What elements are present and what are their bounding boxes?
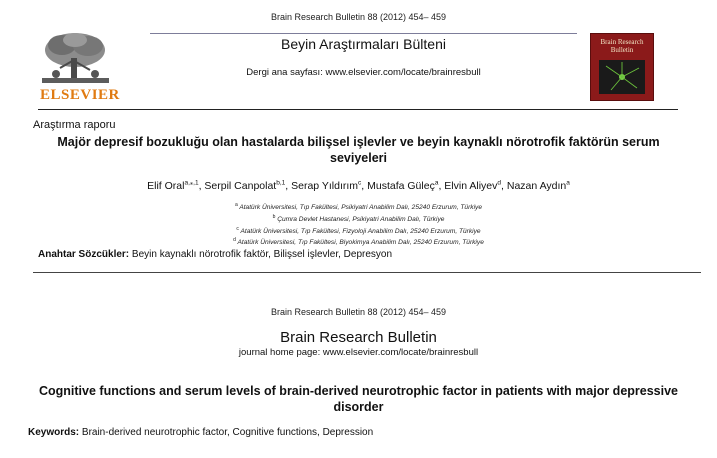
title-en-line1: Cognitive functions and serum levels of brain-derived neurotrophic factor in patients with major depressive xyxy=(38,384,678,398)
journal-name-en: Brain Research Bulletin xyxy=(280,329,437,346)
author-list xyxy=(0,178,717,192)
citation-en: Brain Research Bulletin 88 (2012) 454– 459 xyxy=(270,307,447,317)
article-title-en xyxy=(0,383,717,415)
title-en-line2: disorder xyxy=(333,400,384,414)
affiliation-item: $^b$ Çumra Devlet Hastanesi, Psikiyatri Anabilim Dalı, Türkiye xyxy=(272,213,445,223)
author: Nazan Aydın$^a$ xyxy=(506,179,570,192)
author: Serap Yıldırım$^c$, xyxy=(291,179,368,192)
journal-cover xyxy=(590,33,654,101)
author: Mustafa Güleç$^a$, xyxy=(367,179,445,192)
article-type: Araştırma raporu xyxy=(33,119,116,131)
homepage-en: journal home page: www.elsevier.com/locate/brainresbull xyxy=(238,347,479,358)
affiliations xyxy=(0,201,717,248)
affiliation-item: $^a$ Atatürk Üniversitesi, Tıp Fakültesi, Psikiyatri Anabilim Dalı, 25240 Erzurum, Türkiye xyxy=(234,202,483,212)
title-tr-line1: Majör depresif bozukluğu olan hastalarda bilişsel işlevler ve beyin kaynaklı nörotrofik faktörün serum xyxy=(57,135,660,149)
affiliation-item: $^c$ Atatürk Üniversitesi, Tıp Fakültesi, Fizyoloji Anabilim Dalı, 25240 Erzurum, Türkiye xyxy=(236,225,481,235)
cover-title-line2: Bulletin xyxy=(610,45,634,54)
keywords-tr xyxy=(38,249,392,260)
cover-title-line1: Brain Research xyxy=(600,38,644,46)
affiliation-item: $^d$ Atatürk Üniversitesi, Tıp Fakültesi, Biyokimya Anabilim Dalı, 25240 Erzurum, Türkiye xyxy=(233,237,484,247)
header-bottom-rule xyxy=(38,109,678,110)
author: Serpil Canpolat$^{b,1}$, xyxy=(204,179,292,192)
elsevier-tree-icon xyxy=(38,30,113,90)
article-title-tr xyxy=(0,134,717,166)
keywords-en-text: Brain-derived neurotrophic factor, Cognitive functions, Depression xyxy=(79,427,374,438)
homepage-tr: Dergi ana sayfası: www.elsevier.com/locate/brainresbull xyxy=(246,67,481,78)
neuron-image-icon xyxy=(591,58,653,98)
keywords-tr-label: Anahtar Sözcükler: xyxy=(38,249,130,260)
journal-name-tr: Beyin Araştırmaları Bülteni xyxy=(281,36,446,52)
elsevier-wordmark: ELSEVIER xyxy=(40,87,120,103)
keywords-en-label: Keywords: xyxy=(28,427,80,438)
author: Elif Oral$^{a,⁎,1}$, xyxy=(147,179,205,192)
section-divider xyxy=(33,272,701,273)
author: Elvin Aliyev$^d$, xyxy=(444,179,507,192)
keywords-tr-text: Beyin kaynaklı nörotrofik faktör, Bilişsel işlevler, Depresyon xyxy=(129,249,393,260)
citation-tr: Brain Research Bulletin 88 (2012) 454– 459 xyxy=(270,12,447,22)
header-top-rule xyxy=(150,33,577,34)
elsevier-logo xyxy=(38,30,120,104)
title-tr-line2: seviyeleri xyxy=(330,151,387,165)
keywords-en xyxy=(28,427,373,438)
cover-title xyxy=(591,39,653,54)
